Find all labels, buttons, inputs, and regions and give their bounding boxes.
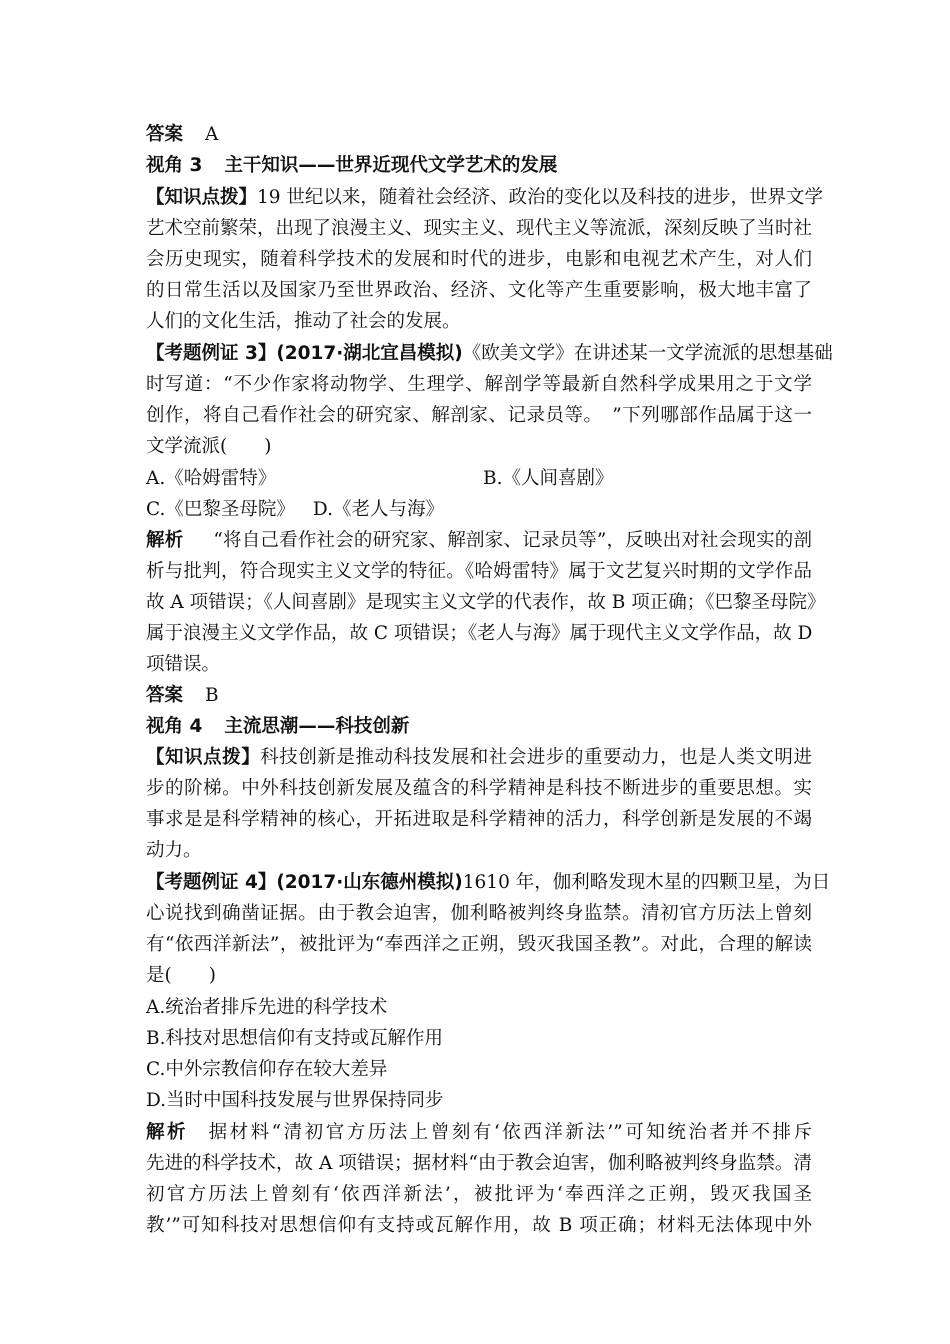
option-c: C.《巴黎圣母院》 [146,499,295,520]
answer-value: B [205,685,219,706]
option-row [146,463,812,495]
answer-line [146,680,812,712]
question-line: 文学流派( ) [146,436,272,457]
question-line [146,867,831,899]
analysis-label: 解析 [146,530,184,551]
paragraph-line [146,742,812,774]
analysis-text: 据材料“清初官方历法上曾刻有‘依西洋新法’”可知统治者并不排斥 [206,1122,812,1143]
knowledge-label: 【知识点拨】 [146,187,258,208]
analysis-line: 项错误。 [146,654,221,675]
knowledge-label: 【知识点拨】 [146,747,261,768]
question-line: 是( ) [146,965,216,986]
option-b: B.科技对思想信仰有支持或瓦解作用 [146,1028,443,1049]
question-line: 心说找到确凿证据。由于教会迫害，伽利略被判终身监禁。清初官方历法上曾刻 [146,903,812,924]
section-title: 主流思潮——科技创新 [224,716,410,737]
analysis-line: 初官方历法上曾刻有‘依西洋新法’，被批评为‘奉西洋之正朔，毁灭我国圣 [146,1184,812,1205]
question-line [146,338,833,370]
paragraph-line: 动力。 [146,840,202,861]
question-text: 《欧美文学》在讲述某一文学流派的思想基础 [462,343,833,364]
example-label: 【考题例证 4】 [146,872,277,893]
answer-value: A [205,124,219,145]
option-a: A.《哈姆雷特》 [146,468,277,489]
analysis-text: “将自己看作社会的研究家、解剖家、记录员等”，反映出对社会现实的剖 [213,530,812,551]
question-line: 时写道：“不少作家将动物学、生理学、解剖学等最新自然科学成果用之于文学 [146,374,812,395]
paragraph-line: 会历史现实，随着科学技术的发展和时代的进步，电影和电视艺术产生，对人们 [146,249,812,270]
section-number: 视角 4 [146,716,203,737]
analysis-label: 解析 [146,1122,189,1143]
answer-label: 答案 [146,685,184,706]
option-row [146,494,812,526]
option-d: D.《老人与海》 [312,499,444,520]
paragraph-line: 人们的文化生活，推动了社会的发展。 [146,311,461,332]
option-a: A.统治者排斥先进的科学技术 [146,997,388,1018]
example-source: (2017·湖北宜昌模拟) [276,343,463,364]
paragraph-text: 19 世纪以来，随着社会经济、政治的变化以及科技的进步，世界文学 [257,187,823,208]
paragraph-line: 艺术空前繁荣，出现了浪漫主义、现实主义、现代主义等流派，深刻反映了当时社 [146,218,813,239]
option-d: D.当时中国科技发展与世界保持同步 [146,1090,444,1111]
section-number: 视角 3 [146,155,203,176]
section-title: 主干知识——世界近现代文学艺术的发展 [224,155,558,176]
paragraph-line [146,182,823,214]
paragraph-line: 步的阶梯。中外科技创新发展及蕴含的科学精神是科技不断进步的重要思想。实 [146,778,812,799]
option-c: C.中外宗教信仰存在较大差异 [146,1059,388,1080]
question-text: 1610 年，伽利略发现木星的四颗卫星，为日 [462,872,831,893]
analysis-line [146,525,812,557]
section-heading [146,711,812,743]
option-b: B.《人间喜剧》 [483,468,614,489]
example-source: (2017·山东德州模拟) [276,872,463,893]
answer-label: 答案 [146,124,184,145]
question-line: 创作，将自己看作社会的研究家、解剖家、记录员等。 ”下列哪部作品属于这一 [146,405,812,426]
section-heading [146,150,812,182]
analysis-line: 属于浪漫主义文学作品，故 C 项错误；《老人与海》属于现代主义文学作品，故 D [146,623,813,644]
paragraph-line: 的日常生活以及国家乃至世界政治、经济、文化等产生重要影响，极大地丰富了 [146,280,812,301]
analysis-line: 先进的科学技术，故 A 项错误；据材料“由于教会迫害，伽利略被判终身监禁。清 [146,1153,812,1174]
example-label: 【考题例证 3】 [146,343,277,364]
analysis-line: 析与批判，符合现实主义文学的特征。《哈姆雷特》属于文艺复兴时期的文学作品 [146,561,812,582]
answer-line [146,119,812,151]
question-line: 有“依西洋新法”，被批评为“奉西洋之正朔，毁灭我国圣教”。对此，合理的解读 [146,934,812,955]
paragraph-line: 事求是是科学精神的核心，开拓进取是科学精神的活力，科学创新是发展的不竭 [146,809,812,830]
paragraph-text: 科技创新是推动科技发展和社会进步的重要动力，也是人类文明进 [260,747,812,768]
analysis-line: 教’”可知科技对思想信仰有支持或瓦解作用，故 B 项正确；材料无法体现中外 [146,1215,812,1236]
analysis-line: 故 A 项错误；《人间喜剧》是现实主义文学的代表作，故 B 项正确；《巴黎圣母院》 [146,592,826,613]
analysis-line [146,1117,812,1149]
